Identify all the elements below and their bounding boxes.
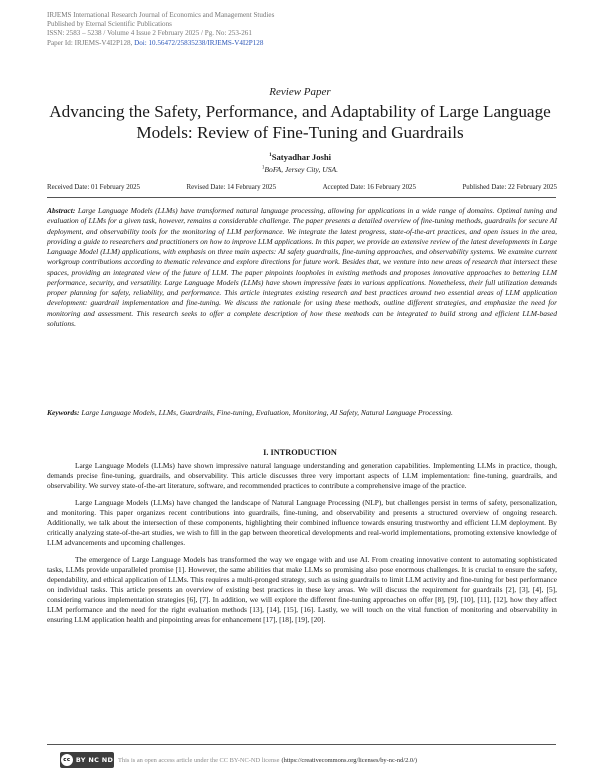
affiliation-text: BoFA, Jersey City, USA.: [264, 165, 339, 174]
cc-badge-text: BY NC ND: [75, 756, 114, 764]
keywords: [47, 408, 557, 419]
author-name: [0, 152, 600, 162]
paper-type: Review Paper: [269, 86, 331, 98]
keywords-text: Large Language Models, LLMs, Guardrails, Fine-tuning, Evaluation, Monitoring, AI Safety, Natural Language Processing.: [81, 408, 453, 417]
abstract-label: Abstract:: [47, 206, 76, 215]
dates-row: [47, 184, 557, 191]
doi-link[interactable]: Doi: 10.56472/25835238/IRJEMS-V4I2P128: [134, 38, 264, 47]
issn-line: ISSN: 2583 – 5238 / Volume 4 Issue 2 February 2025 / Pg. No: 253-261: [47, 29, 252, 38]
license-text: This is an open access article under the CC BY-NC-ND license: [118, 756, 280, 764]
keywords-label: Keywords:: [47, 408, 80, 417]
divider-bottom: [47, 744, 556, 745]
body-text: [47, 461, 557, 632]
paper-title: Advancing the Safety, Performance, and Adaptability of Large Language Models: Review of Fine-Tuning and Guardrails: [49, 102, 551, 142]
paper-id: Paper Id: IRJEMS-V4I2P128,: [47, 38, 133, 47]
paragraph: Large Language Models (LLMs) have shown impressive natural language understanding and generation capabilities. Implementing LLMs in practice, though, demands precise fine-tuning, guardrails, and observability. This article discusses three very important aspects of LLM implementation: fine-tuning, guardrails, and observability. We survey state-of-the-art literature, software, and recommended practices to contribute a comprehensive image of the practice.: [47, 461, 557, 491]
cc-icon: cc: [61, 754, 73, 766]
published-date: Published Date: 22 February 2025: [462, 184, 557, 191]
license-footer: [60, 751, 560, 769]
divider-top: [47, 197, 556, 198]
journal-name: IRJEMS International Research Journal of Economics and Management Studies: [47, 11, 275, 19]
publisher: Published by Eternal Scientific Publications: [47, 20, 172, 29]
revised-date: Revised Date: 14 February 2025: [186, 184, 277, 191]
accepted-date: Accepted Date: 16 February 2025: [322, 184, 416, 191]
section-heading: I. INTRODUCTION: [263, 448, 337, 457]
paragraph: The emergence of Large Language Models has transformed the way we engage with and use AI. From creating innovative content to automating sophisticated tasks, LLMs provide unparalleled promise [1]. However, the same abilities that make LLMs so promising also pose enormous challenges. It is crucial to ensure the safety, dependability, and ethical application of LLMs. This requires a multi-pronged strategy, such as using guardrails to limit LLM activity and fine-tuning for best performance on individual tasks. This article presents an overview of existing best practices in these key areas. We will discuss the requirement for guardrails [2], [3], [4], [5], considering various implementation strategies [6], [7]. In addition, we will explore the different fine-tuning approaches on offer [8], [9], [10], [11], [12], how they affect LLM performance and the need for the right evaluation methods [13], [14], [15], [16]. Lastly, we will touch on the vital function of monitoring and observability in ensuring LLM application health and pinpointing areas for enhancement [17], [18], [19], [20].: [47, 554, 557, 625]
abstract: [47, 206, 557, 329]
license-link[interactable]: (https://creativecommons.org/licenses/by-nc-nd/2.0/): [281, 756, 417, 764]
affiliation-superscript: 1: [261, 165, 265, 171]
paragraph: Large Language Models (LLMs) have changed the landscape of Natural Language Processing (NLP), but challenges persist in terms of safety, personalization, and monitoring. This paper organizes recent contributions into guardrails, fine-tuning, and observability and presents a structured overview of ongoing research. Additionally, we talk about the intersection of these components, highlighting their combined influence towards ensuring trustworthy and efficient LLM deployment. By critically analyzing state-of-the-art studies, we wish to fill in the gap between theoretical developments and real-world implementations, promoting extensive knowledge of LLM advancements and upcoming challenges.: [47, 497, 557, 548]
journal-header: [47, 11, 557, 48]
received-date: Received Date: 01 February 2025: [47, 184, 140, 191]
cc-license-badge[interactable]: [60, 752, 114, 768]
author-affiliation: [0, 165, 600, 174]
paper-id-line: [47, 39, 557, 48]
abstract-text: Large Language Models (LLMs) have transformed natural language processing, allowing for applications in a wide range of domains. Optimal tuning and evaluation of LLMs for a given task, however, remains a considerable challenge. The paper presents a detailed overview of fine-tuning methods, guardrails for secure AI deployment, and observability tools for the monitoring of LLM performance. We integrate the latest progress, state-of-the-art practices, and open issues in the area, providing a guide to researchers and practitioners on how to improve LLM applications. In this paper, we provide an extensive review of the latest developments in Large Language Model (LLM) applications, with emphasis on three main aspects: AI safety guardrails, fine-tuning approaches, and observability systems. We examine current workgroup contributions according to thematic relevance and explore directions for future work. Besides that, we venture into new areas of research that intersect these spaces, providing an integrated view of the future of LLM. The paper pinpoints loopholes in existing methods and proposes innovative approaches to bettering LLM performance, security, and versatility. Large Language Models (LLMs) have shown impressive feats in various applications. Nonetheless, their full utilization demands proper planning for safety, reliability, and performance. This article integrates existing research and best practices around two essential areas of LLM application development: guardrail implementation and fine-tuning. We discuss the rationale for using these methods, outline different strategies, and emphasize the need for monitoring and assessment. This research seeks to offer a complete description of how these methods can be integrated to build strong and efficient LLM-based solutions.: [47, 206, 558, 328]
author-name-text: Satyadhar Joshi: [271, 152, 332, 162]
author-superscript: 1: [268, 152, 272, 159]
